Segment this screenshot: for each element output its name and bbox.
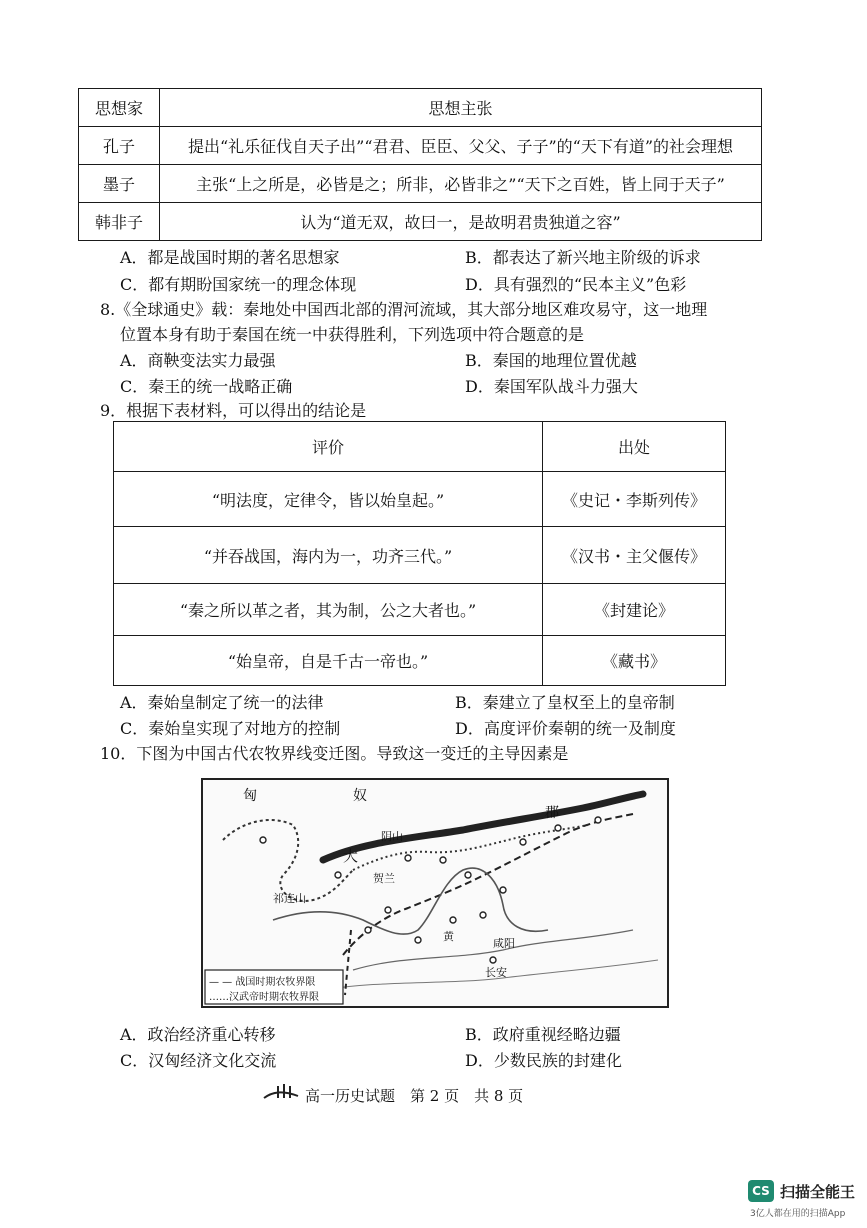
table-row	[114, 527, 726, 584]
page-footer: 高一历史试题 第 2 页 共 8 页	[305, 1087, 524, 1105]
q9-option-c: C．秦始皇实现了对地方的控制	[120, 719, 341, 738]
q9-stem: 9．根据下表材料，可以得出的结论是	[100, 401, 367, 420]
map-legend-han: ……汉武帝时期农牧界限	[209, 992, 319, 1003]
table-cell: “始皇帝，自是千古一帝也。”	[114, 636, 543, 686]
map-label-xianyang: 咸阳	[493, 937, 515, 950]
table-header-row	[114, 422, 726, 472]
q10-option-a: A．政治经济重心转移	[120, 1025, 276, 1044]
q9-option-b: B．秦建立了皇权至上的皇帝制	[455, 693, 675, 712]
table-cell: 孔子	[79, 127, 160, 165]
table-cell: 韩非子	[79, 203, 160, 241]
map-label-helan: 贺兰	[373, 872, 395, 885]
table-cell: 《藏书》	[543, 636, 726, 686]
q8-option-d: D．秦国军队战斗力强大	[465, 377, 638, 396]
table-row	[79, 203, 762, 241]
q8-stem-line2: 位置本身有助于秦国在统一中获得胜利，下列选项中符合题意的是	[120, 325, 585, 344]
q8-option-c: C．秦王的统一战略正确	[120, 377, 293, 396]
map-label-changan: 长安	[485, 966, 507, 979]
western-boundary-dash	[345, 930, 351, 995]
q8-option-a: A．商鞅变法实力最强	[120, 351, 276, 370]
table-header-cell: 思想家	[79, 89, 160, 127]
table-cell: 认为“道无双，故曰一，是故明君贵独道之容”	[160, 203, 762, 241]
scanner-app-icon: CS	[748, 1180, 774, 1202]
q10-option-b: B．政府重视经略边疆	[465, 1025, 621, 1044]
table-header-cell: 评价	[114, 422, 543, 472]
map-label-nu: 奴	[353, 788, 367, 804]
table-cell: 《汉书・主父偃传》	[543, 527, 726, 584]
scanner-app-title: 扫描全能王	[780, 1183, 856, 1201]
q9-option-a: A．秦始皇制定了统一的法律	[120, 693, 324, 712]
q7-option-d: D．具有强烈的“民本主义”色彩	[465, 275, 687, 294]
table-header-cell: 思想主张	[160, 89, 762, 127]
map-label-xiong: 匈	[243, 788, 257, 804]
table-cell: 提出“礼乐征伐自天子出”“君君、臣臣、父父、子子”的“天下有道”的社会理想	[160, 127, 762, 165]
q8-option-b: B．秦国的地理位置优越	[465, 351, 637, 370]
map-label-yinshan: 阴山	[381, 830, 403, 843]
table-cell: 主张“上之所是，必皆是之；所非，必皆非之”“天下之百姓，皆上同于天子”	[160, 165, 762, 203]
q7-option-c: C．都有期盼国家统一的理念体现	[120, 275, 357, 294]
evaluation-table	[113, 421, 726, 686]
q7-option-b: B．都表达了新兴地主阶级的诉求	[465, 248, 701, 267]
map-label-qilian: 祁连山	[273, 892, 306, 905]
table-row	[114, 472, 726, 527]
table-cell: 墨子	[79, 165, 160, 203]
table-row	[114, 636, 726, 686]
table-header-cell: 出处	[543, 422, 726, 472]
table-row	[79, 127, 762, 165]
q9-option-d: D．高度评价秦朝的统一及制度	[455, 719, 676, 738]
city-markers	[260, 817, 601, 963]
han-boundary-west	[223, 820, 353, 901]
footer-logo	[262, 1082, 300, 1102]
map-label-da: 大	[343, 847, 359, 865]
map-label-jun: 郡	[545, 805, 559, 821]
thinkers-table	[78, 88, 762, 241]
table-cell: 《史记・李斯列传》	[543, 472, 726, 527]
q8-stem-line1: 8.《全球通史》载：秦地处中国西北部的渭河流域，其大部分地区难攻易守，这一地理	[100, 300, 708, 319]
q10-option-c: C．汉匈经济文化交流	[120, 1051, 277, 1070]
q10-option-d: D．少数民族的封建化	[465, 1051, 622, 1070]
table-row	[79, 165, 762, 203]
farming-pastoral-boundary-map	[201, 778, 669, 1008]
q7-option-a: A．都是战国时期的著名思想家	[120, 248, 340, 267]
yellow-river	[273, 868, 548, 934]
map-label-huang: 黄	[443, 930, 454, 943]
table-cell: “秦之所以革之者，其为制，公之大者也。”	[114, 584, 543, 636]
map-legend-warring: — — 战国时期农牧界限	[209, 977, 316, 988]
table-cell: 《封建论》	[543, 584, 726, 636]
table-cell: “明法度，定律令，皆以始皇起。”	[114, 472, 543, 527]
q10-stem: 10．下图为中国古代农牧界线变迁图。导致这一变迁的主导因素是	[100, 744, 569, 763]
table-header-row	[79, 89, 762, 127]
table-cell: “并吞战国，海内为一，功齐三代。”	[114, 527, 543, 584]
table-row	[114, 584, 726, 636]
scanner-app-subtitle: 3亿人都在用的扫描App	[750, 1209, 846, 1219]
northern-border-line	[323, 794, 643, 860]
